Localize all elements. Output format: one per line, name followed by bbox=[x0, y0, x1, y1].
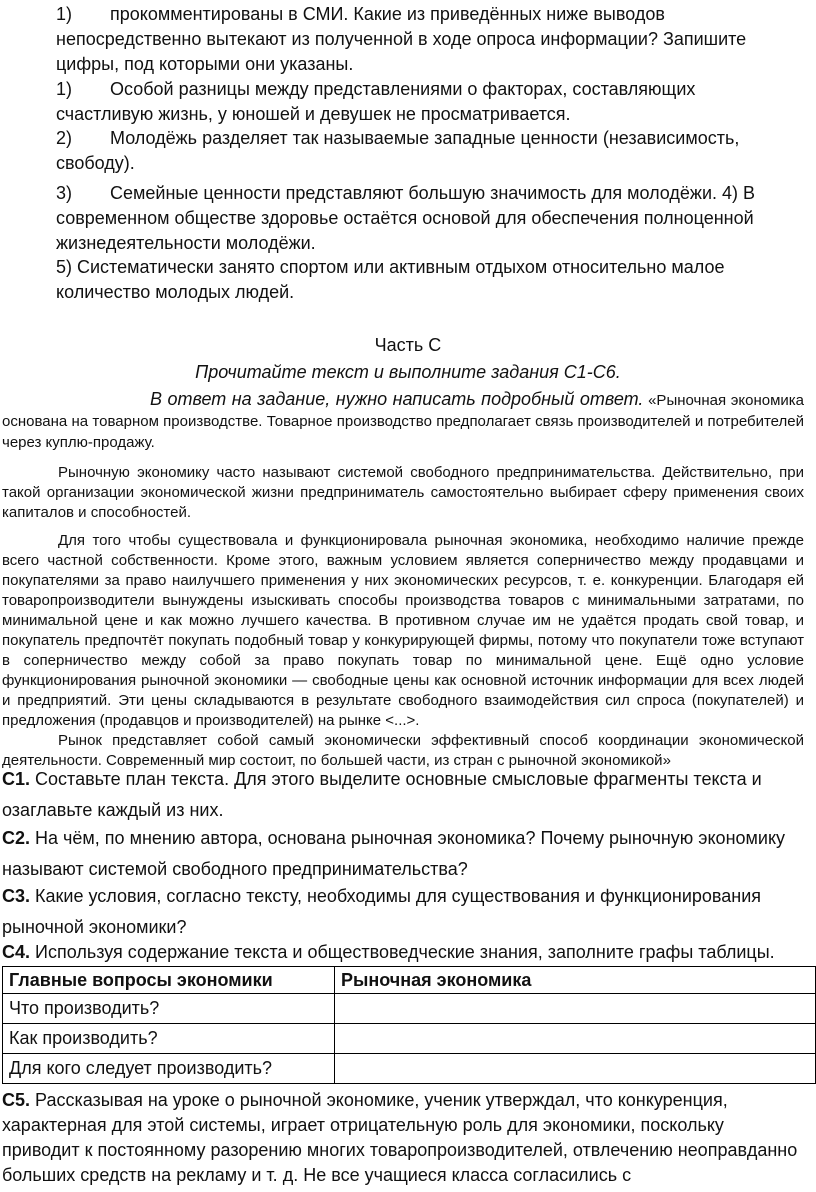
item-number: 1) bbox=[56, 79, 73, 99]
conclusion-item-5 bbox=[56, 255, 796, 305]
table-cell-question: Что производить? bbox=[3, 994, 335, 1024]
task-text: Какие условия, согласно тексту, необходимы для существования и функционирования рыночной экономики? bbox=[2, 886, 762, 937]
table-cell-answer bbox=[335, 994, 816, 1024]
task-c3 bbox=[2, 881, 802, 943]
item-number: 1) bbox=[56, 4, 73, 24]
task-text: Составьте план текста. Для этого выделите основные смысловые фрагменты текста и озаглавьте каждый из них. bbox=[2, 769, 762, 820]
text-paragraph-1: «Рыночная экономика основана на товарном производстве. Товарное производство предполагает связь производителей и потребителей через куплю-продажу. bbox=[2, 392, 805, 451]
table-header-row bbox=[3, 967, 816, 994]
item-text: Молодёжь разделяет так называемые западные ценности (независимость, свободу). bbox=[56, 128, 740, 173]
item-number: 2) bbox=[56, 128, 73, 148]
text-paragraph-4: Рынок представляет собой самый экономически эффективный способ координации экономической деятельности. Современный мир состоит, по большей части, из стран с рыночной экономикой» bbox=[2, 732, 804, 769]
table-header-cell: Рыночная экономика bbox=[335, 967, 816, 994]
item-text: Особой разницы между представлениями о факторах, составляющих счастливую жизнь, у юношей и девушек не просматривается. bbox=[56, 79, 696, 124]
item-text: 5) Систематически занято спортом или активным отдыхом относительно малое количество молодых людей. bbox=[56, 257, 725, 302]
table-header-cell: Главные вопросы экономики bbox=[3, 967, 335, 994]
table-row bbox=[3, 994, 816, 1024]
item-text: прокомментированы в СМИ. Какие из приведённых ниже выводов непосредственно вытекают из полученной в ходе опроса информации? Запишите цифры, под которыми они указаны. bbox=[56, 4, 747, 74]
intro-item bbox=[56, 2, 796, 77]
task-label: С2. bbox=[2, 828, 31, 848]
task-c5 bbox=[2, 1088, 802, 1188]
source-text bbox=[2, 389, 804, 771]
task-label: С4. bbox=[2, 942, 31, 962]
part-title: Часть С bbox=[374, 335, 442, 355]
economy-questions-table bbox=[2, 966, 816, 1084]
conclusion-item-2 bbox=[56, 126, 796, 176]
table-cell-question: Как производить? bbox=[3, 1024, 335, 1054]
conclusion-item-1 bbox=[56, 77, 796, 127]
table-cell-question: Для кого следует производить? bbox=[3, 1054, 335, 1084]
task-label: С5. bbox=[2, 1090, 31, 1110]
task-c4 bbox=[2, 939, 816, 965]
task-text: Используя содержание текста и обществоведческие знания, заполните графы таблицы. bbox=[35, 942, 775, 962]
item-number: 3) bbox=[56, 183, 73, 203]
table-cell-answer bbox=[335, 1024, 816, 1054]
text-paragraph-3: Для того чтобы существовала и функционировала рыночная экономика, необходимо наличие прежде всего частной собственности. Кроме этого, важным условием является соперничество между продавцами и покупателями за право наилучшего применения у них экономических ресурсов, т. е. конкуренции. Благодаря ей товаропроизводители вынуждены изыскивать способы производства товаров с минимальными затратами, по минимальной цене и как можно лучшего качества. В противном случае им не удаётся продать свой товар, и покупатель предпочтёт покупать подобный товар у конкурирующей фирмы, потому что покупатели тоже вступают в соперничество между собой за право покупать товар по минимальной цене. Ещё одно условие функционирования рыночной экономики — свободные цены как основной источник информации для всех людей и предприятий. Эти цены складываются в результате свободного взаимодействия сил спроса (покупателей) и предложения (продавцов и производителей) на рынке <...>. bbox=[2, 532, 804, 729]
task-c1 bbox=[2, 764, 802, 826]
task-text: Рассказывая на уроке о рыночной экономике, ученик утверждал, что конкуренция, характерная для этой системы, играет отрицательную роль для экономики, поскольку приводит к постоянному разорению многих товаропроизводителей, отвлечению неоправданно больших средств на рекламу и т. д. Не все учащиеся класса согласились с bbox=[2, 1090, 798, 1185]
task-c2 bbox=[2, 823, 816, 885]
table-cell-answer bbox=[335, 1054, 816, 1084]
task-label: С3. bbox=[2, 886, 31, 906]
text-paragraph-2: Рыночную экономику часто называют системой свободного предпринимательства. Действительно, при такой организации экономической жизни предприниматель самостоятельно выбирает сферу применения своих капиталов и способностей. bbox=[2, 464, 804, 521]
table-row bbox=[3, 1054, 816, 1084]
task-text: На чём, по мнению автора, основана рыночная экономика? Почему рыночную экономику называют системой свободного предпринимательства? bbox=[2, 828, 786, 879]
conclusion-item-3 bbox=[56, 181, 796, 256]
task-label: С1. bbox=[2, 769, 31, 789]
source-text-opening bbox=[2, 389, 804, 453]
table-row bbox=[3, 1024, 816, 1054]
part-instruction-2: В ответ на задание, нужно написать подробный ответ. bbox=[150, 389, 644, 409]
part-instruction-1: Прочитайте текст и выполните задания С1-С6. bbox=[195, 362, 621, 382]
item-text: Семейные ценности представляют большую значимость для молодёжи. 4) В современном обществе здоровье остаётся основой для обеспечения полноценной жизнедеятельности молодёжи. bbox=[56, 183, 756, 253]
